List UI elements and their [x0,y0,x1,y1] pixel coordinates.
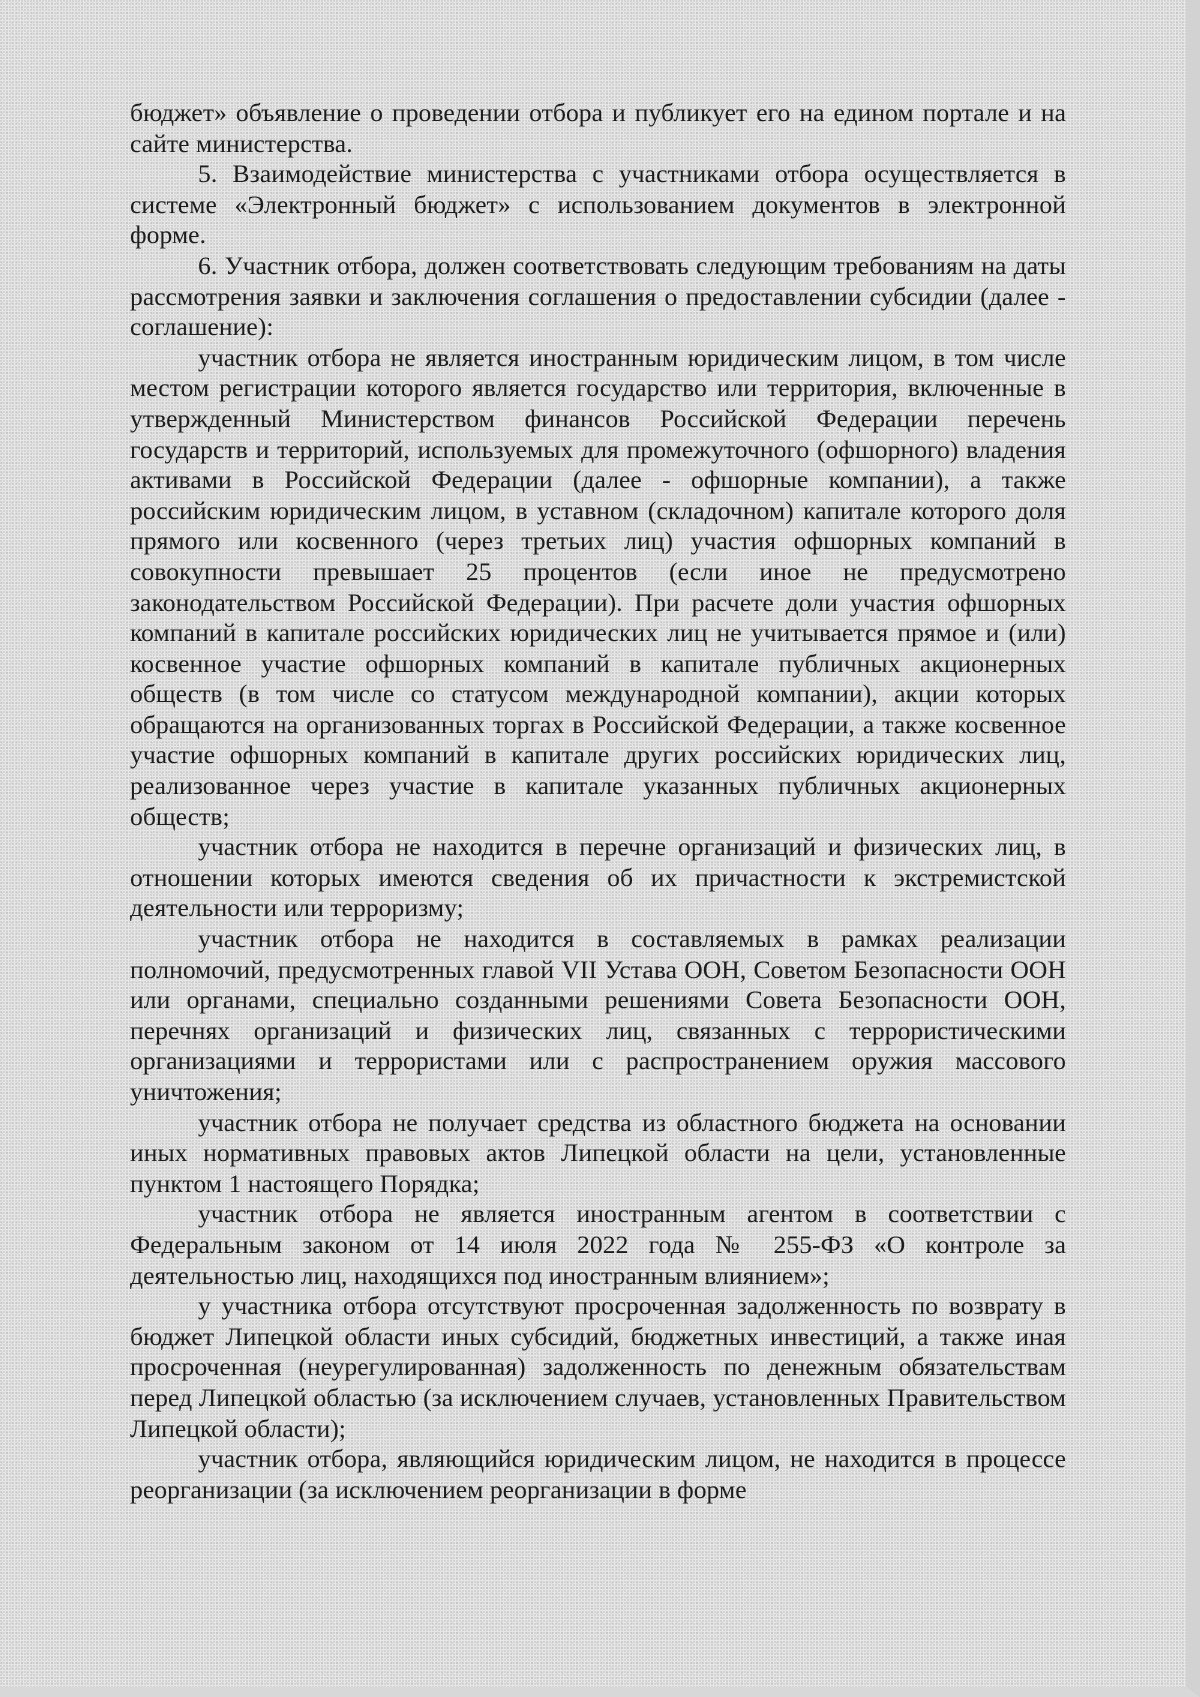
requirement-extremism: участник отбора не находится в перечне организаций и физических лиц, в отношении которых имеются сведения об их причастности к экстремистской деятельности или терроризму; [130,832,1066,923]
paragraph-item-5: 5. Взаимодействие министерства с участниками отбора осуществляется в системе «Электронный бюджет» с использованием документов в электронной форме. [130,159,1066,250]
paragraph-continuation: бюджет» объявление о проведении отбора и публикует его на едином портале и на сайте министерства. [130,98,1066,158]
requirement-un-sanctions: участник отбора не находится в составляемых в рамках реализации полномочий, предусмотренных главой VII Устава ООН, Советом Безопасности ООН или органами, специально созданными решениями Совета Безопасности ООН, перечнях организаций и физических лиц, связанных с террористическими организациями и террористами или с распространением оружия массового уничтожения; [130,924,1066,1106]
requirement-foreign-agent: участник отбора не является иностранным агентом в соответствии с Федеральным законом от 14 июля 2022 года № 255-ФЗ «О контроле за деятельностью лиц, находящихся под иностранным влиянием»; [130,1199,1066,1290]
requirement-reorganization: участник отбора, являющийся юридическим лицом, не находится в процессе реорганизации (за исключением реорганизации в форме [130,1444,1066,1504]
requirement-offshore: участник отбора не является иностранным юридическим лицом, в том числе местом регистрации которого является государство или территория, включенные в утвержденный Министерством финансов Российской Федерации перечень государств и территорий, используемых для промежуточного (офшорного) владения активами в Российской Федерации (далее - офшорные компании), а также российским юридическим лицом, в уставном (складочном) капитале которого доля прямого или косвенного (через третьих лиц) участия офшорных компаний в совокупности превышает 25 процентов (если иное не предусмотрено законодательством Российской Федерации). При расчете доли участия офшорных компаний в капитале российских юридических лиц не учитывается прямое и (или) косвенное участие офшорных компаний в капитале публичных акционерных обществ (в том числе со статусом международной компании), акции которых обращаются на организованных торгах в Российской Федерации, а также косвенное участие офшорных компаний в капитале других российских юридических лиц, реализованное через участие в капитале указанных публичных акционерных обществ; [130,342,1066,831]
document-body [130,98,1066,1505]
paragraph-item-6: 6. Участник отбора, должен соответствовать следующим требованиям на даты рассмотрения заявки и заключения соглашения о предоставлении субсидии (далее - соглашение): [130,250,1066,342]
requirement-no-debt: у участника отбора отсутствуют просроченная задолженность по возврату в бюджет Липецкой области иных субсидий, бюджетных инвестиций, а также иная просроченная (неурегулированная) задолженность по денежным обязательствам перед Липецкой областью (за исключением случаев, установленных Правительством Липецкой области); [130,1291,1066,1443]
requirement-no-other-funds: участник отбора не получает средства из областного бюджета на основании иных нормативных правовых актов Липецкой области на цели, установленные пунктом 1 настоящего Порядка; [130,1107,1066,1198]
